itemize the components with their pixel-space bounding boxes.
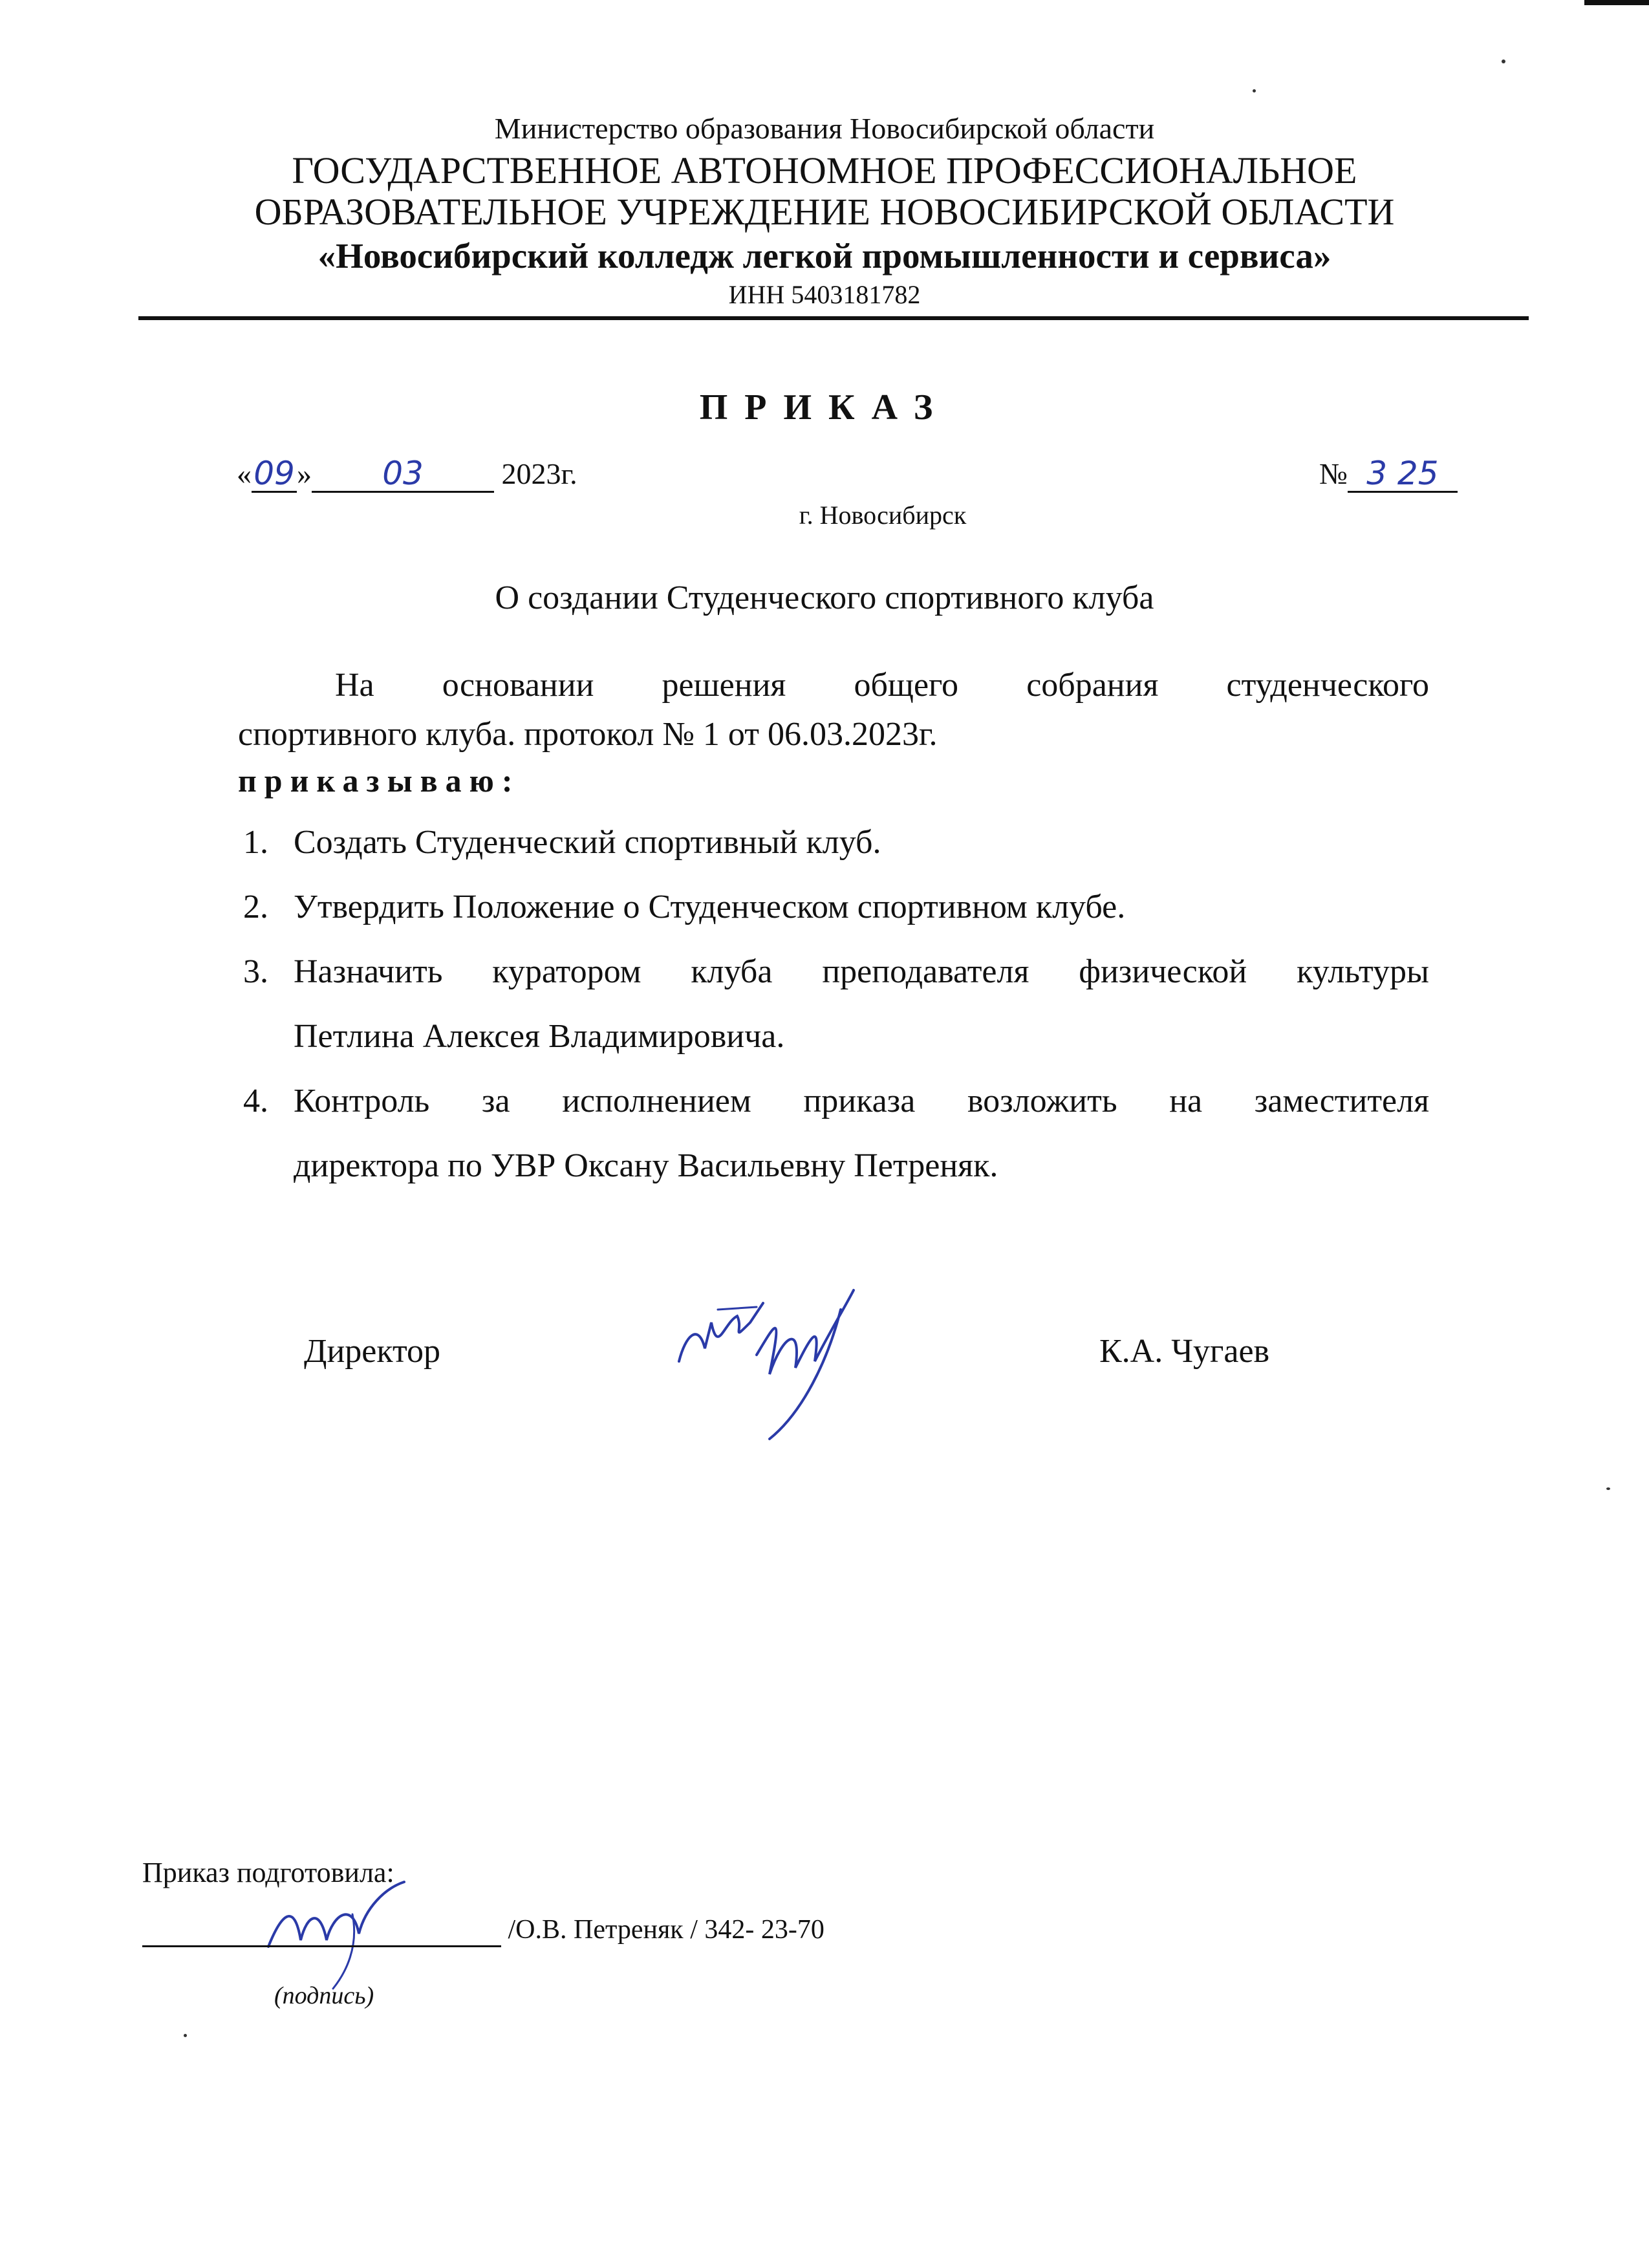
list-item [238, 875, 1429, 940]
city-line: г. Новосибирск [799, 501, 967, 530]
organization-line-2: ОБРАЗОВАТЕЛЬНОЕ УЧРЕЖДЕНИЕ НОВОСИБИРСКОЙ ОБЛАСТИ [254, 191, 1395, 233]
order-date [237, 457, 577, 493]
preparer-name: /О.В. Петреняк / 342- 23-70 [508, 1915, 824, 1945]
scan-speck [1502, 59, 1505, 63]
signature-blank [142, 1914, 501, 1947]
order-title: ПРИКАЗ [699, 387, 950, 427]
item-text-line-2: Петлина Алексея Владимировича. [294, 1018, 785, 1055]
date-month-blank [312, 457, 494, 493]
order-subject: О создании Студенческого спортивного клуба [495, 579, 1154, 616]
list-item [238, 1069, 1429, 1198]
item-number: 2. [243, 889, 268, 925]
organization-line-1: ГОСУДАРСТВЕННОЕ АВТОНОМНОЕ ПРОФЕССИОНАЛЬНОЕ [292, 149, 1357, 191]
scan-speck [1253, 89, 1256, 92]
order-items [238, 810, 1429, 1198]
scan-speck [1606, 1487, 1610, 1490]
scan-edge-mark [1584, 0, 1649, 5]
director-name: К.А. Чугаев [1099, 1333, 1270, 1370]
number-blank [1348, 457, 1458, 493]
date-year: 2023г. [501, 457, 577, 490]
decree-word: приказываю: [238, 762, 521, 799]
item-number: 4. [243, 1083, 268, 1119]
basis-line-1: На основании решения общего собрания студенческого [335, 667, 1429, 704]
item-text-line-2: директора по УВР Оксану Васильевну Петреняк. [294, 1147, 998, 1184]
item-number: 3. [243, 953, 268, 990]
prepared-by-label: Приказ подготовила: [142, 1857, 394, 1888]
number-label: № [1319, 457, 1348, 490]
date-day-blank [252, 457, 297, 493]
preparer-line [142, 1914, 824, 1947]
scan-speck [184, 2034, 187, 2037]
list-item [238, 810, 1429, 875]
date-day-handwritten: 09 [253, 455, 295, 492]
date-close-quote: » [297, 457, 312, 490]
date-open-quote: « [237, 457, 252, 490]
list-item [238, 940, 1429, 1069]
item-text: Утвердить Положение о Студенческом спортивном клубе. [294, 889, 1126, 925]
item-number: 1. [243, 824, 268, 861]
date-month-handwritten: 03 [382, 455, 424, 492]
director-signature [673, 1284, 892, 1445]
item-text-line-1: Назначить куратором клуба преподавателя физической культуры [294, 953, 1429, 990]
college-name: «Новосибирский колледж легкой промышленности и сервиса» [318, 236, 1331, 275]
basis-paragraph [238, 661, 1429, 759]
inn-line: ИНН 5403181782 [728, 280, 921, 309]
signature-caption: (подпись) [274, 1982, 374, 2009]
basis-line-2: спортивного клуба. протокол № 1 от 06.03.2023г. [238, 716, 938, 753]
number-handwritten: 3 25 [1366, 455, 1439, 492]
director-title: Директор [304, 1333, 440, 1370]
item-text-line-1: Контроль за исполнением приказа возложить на заместителя [294, 1083, 1429, 1119]
ministry-line: Министерство образования Новосибирской области [494, 112, 1155, 145]
header-divider [138, 316, 1529, 320]
item-text: Создать Студенческий спортивный клуб. [294, 824, 881, 861]
order-number [1319, 457, 1458, 493]
